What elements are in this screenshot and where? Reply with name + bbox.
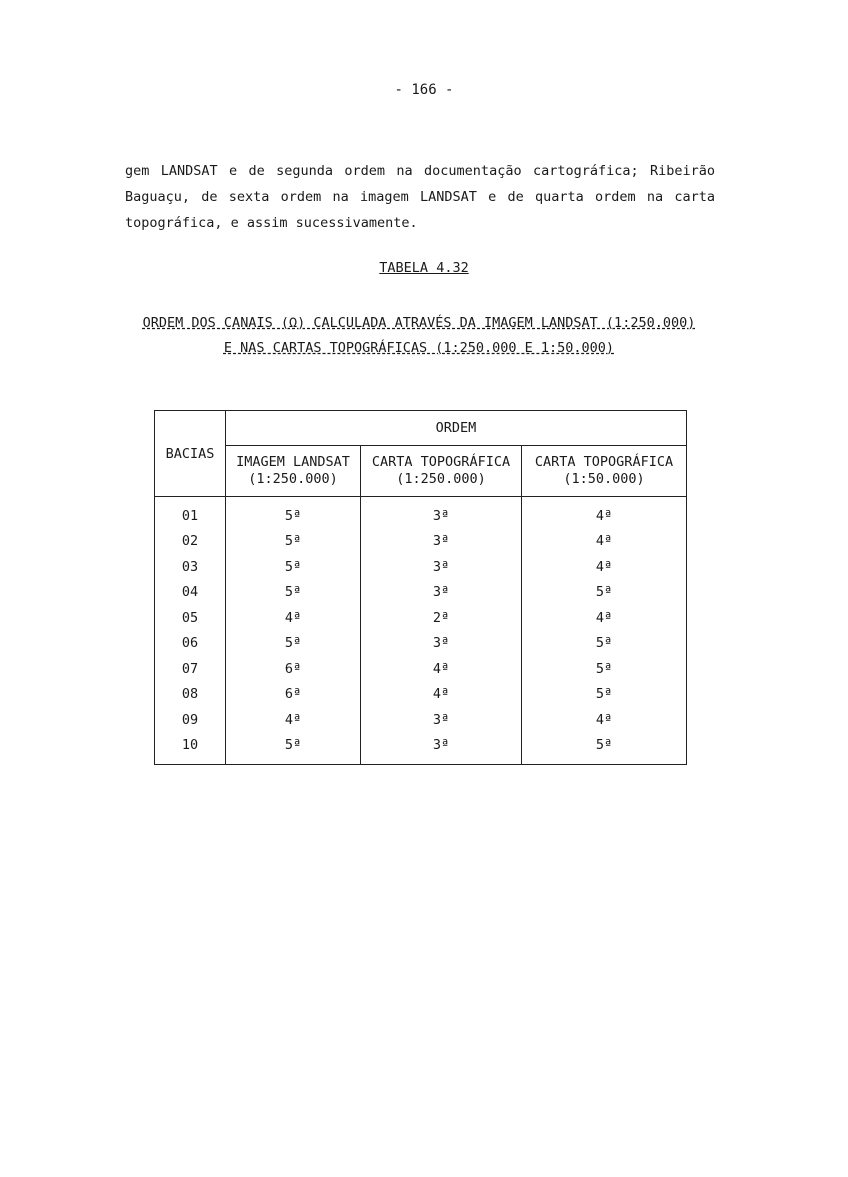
bacia-cell: 05	[155, 605, 226, 631]
landsat-cell: 5ª	[226, 631, 361, 657]
carta-250-cell: 4ª	[361, 682, 522, 708]
page-number: - 166 -	[394, 82, 454, 98]
landsat-cell: 5ª	[226, 733, 361, 765]
column-scale: (1:250.000)	[248, 471, 338, 487]
column-name: CARTA TOPOGRÁFICA	[371, 454, 511, 470]
table-title	[0, 311, 838, 361]
carta-250-cell: 3ª	[361, 497, 522, 529]
bacia-cell: 10	[155, 733, 226, 765]
bacia-cell: 06	[155, 631, 226, 657]
bacia-cell: 09	[155, 707, 226, 733]
table-row	[155, 733, 687, 765]
table-label	[0, 260, 848, 276]
table-row	[155, 529, 687, 555]
bacia-cell: 08	[155, 682, 226, 708]
carta-50-cell: 4ª	[522, 529, 687, 555]
bacia-cell: 07	[155, 656, 226, 682]
table-row	[155, 682, 687, 708]
carta-50-cell: 5ª	[522, 580, 687, 606]
paragraph-line: Baguaçu, de sexta ordem na imagem LANDSAT e de quarta ordem na carta	[125, 189, 715, 205]
table-row	[155, 580, 687, 606]
carta-250-cell: 3ª	[361, 580, 522, 606]
carta-250-cell: 4ª	[361, 656, 522, 682]
carta-50-cell: 4ª	[522, 707, 687, 733]
paragraph-line: topográfica, e assim sucessivamente.	[125, 215, 418, 231]
table-row	[155, 631, 687, 657]
header-carta-50	[522, 446, 687, 497]
bacia-cell: 01	[155, 497, 226, 529]
table-title-line1: ORDEM DOS CANAIS (Ω) CALCULADA ATRAVÉS DA IMAGEM LANDSAT (1:250.000)	[142, 315, 696, 331]
carta-50-cell: 5ª	[522, 682, 687, 708]
body-paragraph	[125, 158, 715, 236]
carta-250-cell: 2ª	[361, 605, 522, 631]
landsat-cell: 4ª	[226, 707, 361, 733]
bacia-cell: 04	[155, 580, 226, 606]
bacia-cell: 03	[155, 554, 226, 580]
carta-250-cell: 3ª	[361, 554, 522, 580]
table-row	[155, 497, 687, 529]
header-ordem: ORDEM	[226, 411, 687, 446]
column-scale: (1:250.000)	[396, 471, 486, 487]
table-row	[155, 605, 687, 631]
table-label-text: TABELA 4.32	[379, 260, 469, 276]
table-title-line2: E NAS CARTAS TOPOGRÁFICAS (1:250.000 E 1:50.000)	[223, 340, 615, 356]
order-table	[154, 410, 687, 765]
header-imagem-landsat	[226, 446, 361, 497]
table-row	[155, 656, 687, 682]
column-scale: (1:50.000)	[563, 471, 645, 487]
landsat-cell: 5ª	[226, 554, 361, 580]
table-row	[155, 554, 687, 580]
carta-50-cell: 4ª	[522, 554, 687, 580]
carta-250-cell: 3ª	[361, 631, 522, 657]
carta-250-cell: 3ª	[361, 707, 522, 733]
table-row	[155, 707, 687, 733]
landsat-cell: 6ª	[226, 682, 361, 708]
landsat-cell: 5ª	[226, 580, 361, 606]
bacia-cell: 02	[155, 529, 226, 555]
carta-50-cell: 5ª	[522, 656, 687, 682]
landsat-cell: 5ª	[226, 529, 361, 555]
landsat-cell: 4ª	[226, 605, 361, 631]
header-carta-250	[361, 446, 522, 497]
column-name: CARTA TOPOGRÁFICA	[534, 454, 674, 470]
column-name: IMAGEM LANDSAT	[236, 454, 350, 470]
header-bacias: BACIAS	[155, 411, 226, 497]
landsat-cell: 6ª	[226, 656, 361, 682]
landsat-cell: 5ª	[226, 497, 361, 529]
paragraph-line: gem LANDSAT e de segunda ordem na documentação cartográfica; Ribeirão	[125, 163, 715, 179]
carta-50-cell: 5ª	[522, 631, 687, 657]
carta-50-cell: 5ª	[522, 733, 687, 765]
carta-50-cell: 4ª	[522, 497, 687, 529]
carta-250-cell: 3ª	[361, 733, 522, 765]
carta-50-cell: 4ª	[522, 605, 687, 631]
carta-250-cell: 3ª	[361, 529, 522, 555]
